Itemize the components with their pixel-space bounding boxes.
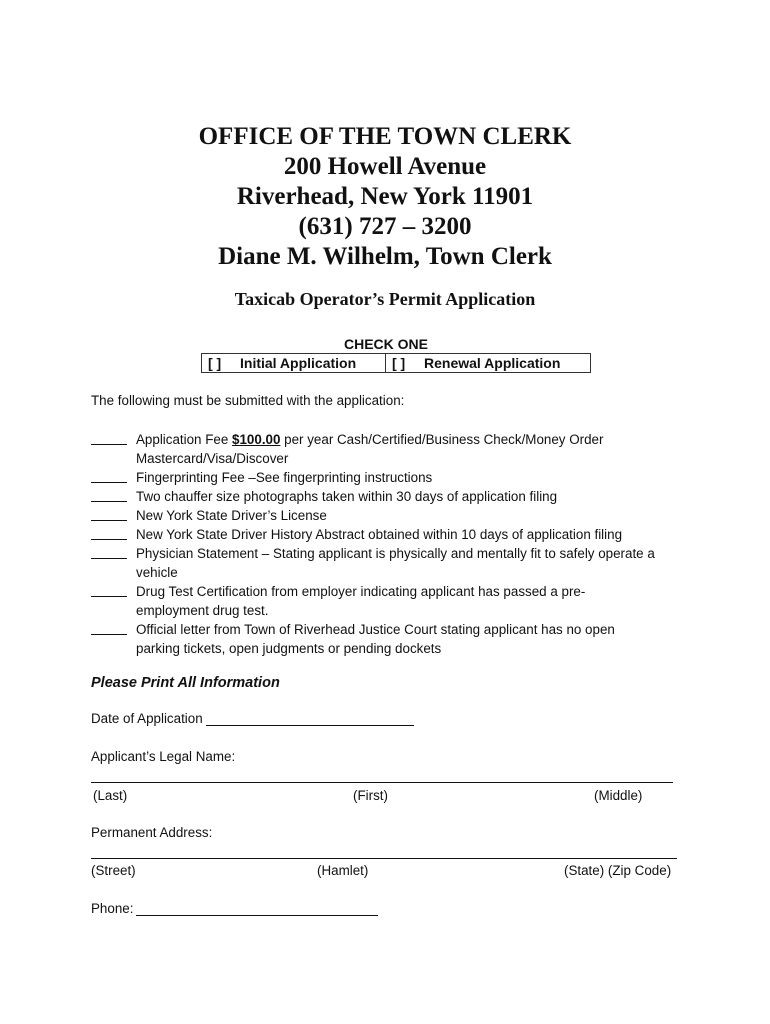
requirement-check-blank[interactable] — [91, 582, 127, 597]
renewal-application-option[interactable] — [386, 354, 560, 372]
date-of-application-field[interactable] — [206, 712, 414, 726]
date-of-application-row — [91, 711, 414, 726]
requirement-check-blank[interactable] — [91, 544, 127, 559]
requirement-text: Application Fee — [136, 432, 233, 447]
requirement-check-blank[interactable] — [91, 468, 127, 483]
initial-application-checkbox[interactable]: [ ] — [208, 355, 222, 371]
print-all-notice: Please Print All Information — [91, 675, 280, 691]
requirement-text: vehicle — [136, 565, 178, 580]
legal-name-label: Applicant’s Legal Name: — [91, 749, 236, 764]
state-zip-label: (State) (Zip Code) — [564, 863, 672, 878]
office-header — [0, 122, 770, 272]
requirement-text: Official letter from Town of Riverhead Justice Court stating applicant has no open — [136, 622, 615, 637]
requirement-item — [91, 506, 691, 525]
requirement-text: employment drug test. — [136, 603, 269, 618]
phone-field[interactable] — [136, 902, 378, 916]
initial-application-option[interactable] — [202, 354, 386, 372]
requirement-check-blank[interactable] — [91, 525, 127, 540]
requirement-text: Drug Test Certification from employer indicating applicant has passed a pre- — [136, 584, 586, 599]
hamlet-label: (Hamlet) — [317, 863, 369, 878]
last-name-label: (Last) — [93, 788, 128, 803]
renewal-application-label: Renewal Application — [424, 355, 561, 371]
application-fee-amount: $100.00 — [232, 432, 281, 447]
application-type-box — [201, 353, 591, 373]
phone-label: Phone: — [91, 901, 134, 916]
requirement-text: Mastercard/Visa/Discover — [136, 451, 289, 466]
check-one-label: CHECK ONE — [343, 336, 428, 352]
requirement-text: Fingerprinting Fee –See fingerprinting instructions — [136, 470, 433, 485]
requirement-text: New York State Driver History Abstract obtained within 10 days of application filing — [136, 527, 623, 542]
requirements-list — [91, 430, 691, 658]
requirement-item — [91, 525, 691, 544]
form-title: Taxicab Operator’s Permit Application — [234, 289, 536, 309]
office-name: OFFICE OF THE TOWN CLERK — [198, 123, 572, 150]
requirement-item — [91, 468, 691, 487]
requirement-check-blank[interactable] — [91, 430, 127, 445]
street-label: (Street) — [91, 863, 136, 878]
requirement-text: Two chauffer size photographs taken within 30 days of application filing — [136, 489, 558, 504]
requirement-item — [91, 544, 691, 582]
office-city: Riverhead, New York 11901 — [236, 183, 534, 210]
requirement-text: per year Cash/Certified/Business Check/Money Order — [280, 432, 604, 447]
requirement-check-blank[interactable] — [91, 506, 127, 521]
requirement-text: parking tickets, open judgments or pending dockets — [136, 641, 442, 656]
date-of-application-label: Date of Application — [91, 711, 203, 726]
renewal-application-checkbox[interactable]: [ ] — [392, 355, 406, 371]
first-name-label: (First) — [353, 788, 388, 803]
requirement-check-blank[interactable] — [91, 620, 127, 635]
requirement-check-blank[interactable] — [91, 487, 127, 502]
legal-name-field[interactable] — [91, 768, 673, 783]
requirement-text: New York State Driver’s License — [136, 508, 327, 523]
requirement-item — [91, 620, 691, 658]
phone-row — [91, 901, 378, 916]
requirement-item — [91, 582, 691, 620]
town-clerk-name: Diane M. Wilhelm, Town Clerk — [218, 243, 552, 270]
initial-application-label: Initial Application — [240, 355, 357, 371]
office-phone: (631) 727 – 3200 — [298, 213, 472, 240]
middle-name-label: (Middle) — [594, 788, 643, 803]
permanent-address-field[interactable] — [91, 844, 677, 859]
permanent-address-row — [91, 825, 212, 840]
office-street: 200 Howell Avenue — [283, 153, 487, 180]
requirements-intro: The following must be submitted with the application: — [91, 393, 405, 408]
legal-name-row — [91, 749, 235, 764]
requirement-item — [91, 487, 691, 506]
requirement-item — [91, 430, 691, 468]
permanent-address-label: Permanent Address: — [91, 825, 213, 840]
requirement-text: Physician Statement – Stating applicant is physically and mentally fit to safely operate a — [136, 546, 655, 561]
